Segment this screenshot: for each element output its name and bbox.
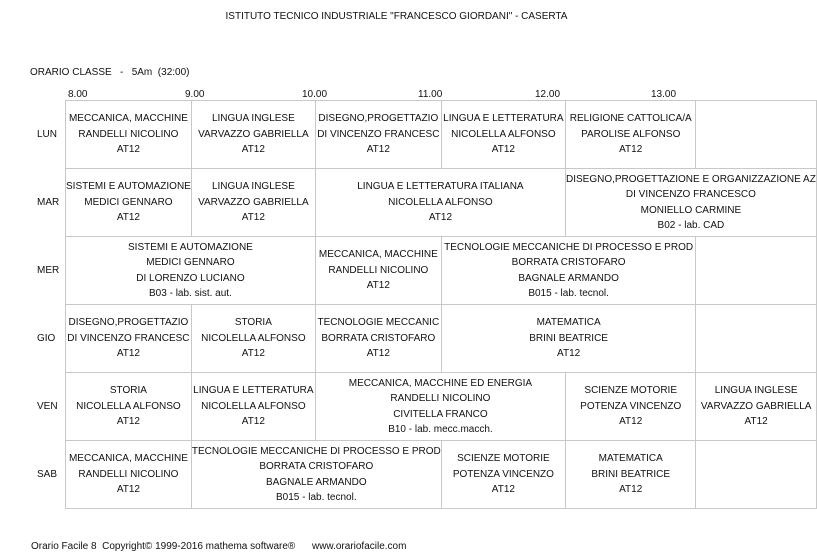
empty-cell [696,101,816,169]
row-lun [66,101,817,169]
lesson-line: LINGUA E LETTERATURA [193,385,314,397]
lesson-line: AT12 [366,144,390,156]
lesson-line: MECCANICA, MACCHINE [318,249,438,261]
lesson-cell[interactable] [66,305,192,373]
lesson-cell[interactable] [441,237,696,305]
lesson-line: STORIA [109,385,147,397]
lesson-line: MECCANICA, MACCHINE [68,453,188,465]
lesson-line: RANDELLI NICOLINO [78,128,179,140]
day-label-mar: MAR [37,197,60,208]
lesson-line: TECNOLOGIE MECCANIC [317,317,440,329]
lesson-line: AT12 [557,348,581,360]
lesson-line: AT12 [116,348,140,360]
lesson-line: LINGUA INGLESE [211,113,295,125]
lesson-line: AT12 [744,416,768,428]
lesson-line: AT12 [241,348,265,360]
row-gio [66,305,817,373]
lesson-line: PAROLISE ALFONSO [581,128,681,140]
lesson-line: MECCANICA, MACCHINE [68,113,188,125]
lesson-line: BORRATA CRISTOFARO [321,332,436,344]
footer-copyright: Orario Facile 8 Copyright© 1999-2016 mathema software® www.orariofacile.com [31,541,407,552]
lesson-line: AT12 [116,144,140,156]
time-label-11: 11.00 [418,89,443,100]
time-label-10: 10.00 [302,89,328,100]
lesson-line: B02 - lab. CAD [657,220,725,231]
lesson-line: SISTEMI E AUTOMAZIONE [66,181,191,193]
lesson-line: MEDICI GENNARO [146,257,235,268]
time-label-9: 9.00 [185,89,205,100]
lesson-line: DISEGNO,PROGETTAZIONE E ORGANIZZAZIONE AZ [565,173,816,185]
lesson-cell[interactable] [66,101,192,169]
lesson-line: AT12 [241,144,265,156]
lesson-line: NICOLELLA ALFONSO [388,196,493,208]
row-mer [66,237,817,305]
lesson-cell[interactable] [66,441,192,509]
lesson-line: AT12 [241,416,265,428]
time-label-8: 8.00 [68,89,88,100]
lesson-cell[interactable] [441,441,565,509]
lesson-cell[interactable] [565,169,816,237]
lesson-cell[interactable] [191,169,315,237]
lesson-line: AT12 [491,144,515,156]
lesson-line: NICOLELLA ALFONSO [201,400,306,412]
row-mar [66,169,817,237]
lesson-line: MATEMATICA [536,317,601,329]
lesson-cell[interactable] [565,373,695,441]
lesson-line: BORRATA CRISTOFARO [511,257,626,268]
lesson-line: AT12 [619,144,643,156]
lesson-cell[interactable] [315,305,441,373]
lesson-line: LINGUA E LETTERATURA ITALIANA [357,181,524,193]
lesson-line: DI VINCENZO FRANCESC [67,332,190,344]
lesson-line: RANDELLI NICOLINO [390,393,491,404]
lesson-line: STORIA [234,317,272,329]
lesson-line: MONIELLO CARMINE [640,204,742,216]
lesson-cell[interactable] [696,373,816,441]
lesson-cell[interactable] [66,237,316,305]
lesson-line: SCIENZE MOTORIE [584,385,678,397]
lesson-line: AT12 [619,416,643,428]
lesson-line: TECNOLOGIE MECCANICHE DI PROCESSO E PROD [444,241,694,253]
lesson-line: VARVAZZO GABRIELLA [198,196,309,208]
lesson-line: MATEMATICA [598,453,663,465]
lesson-line: BAGNALE ARMANDO [266,476,367,488]
lesson-line: DISEGNO,PROGETTAZIO [68,317,189,329]
day-label-sab: SAB [37,469,58,480]
day-label-lun: LUN [37,129,58,140]
lesson-cell[interactable] [441,101,565,169]
lesson-line: B015 - lab. tecnol. [528,288,609,299]
lesson-line: VARVAZZO GABRIELLA [198,128,309,140]
lesson-line: AT12 [241,212,265,224]
lesson-line: BORRATA CRISTOFARO [259,461,374,472]
lesson-line: POTENZA VINCENZO [452,468,554,480]
lesson-line: DI LORENZO LUCIANO [136,272,245,284]
lesson-cell[interactable] [66,373,192,441]
lesson-line: DISEGNO,PROGETTAZIO [318,113,439,125]
day-label-mer: MER [37,265,60,276]
lesson-cell[interactable] [315,237,441,305]
lesson-line: RANDELLI NICOLINO [328,264,429,276]
lesson-cell[interactable] [315,169,565,237]
lesson-line: LINGUA INGLESE [211,181,295,193]
lesson-cell[interactable] [191,101,315,169]
lesson-cell[interactable] [191,305,315,373]
timetable-grid [65,100,817,509]
lesson-line: NICOLELLA ALFONSO [451,128,556,140]
lesson-cell[interactable] [66,169,192,237]
lesson-line: B015 - lab. tecnol. [276,492,357,503]
day-label-gio: GIO [37,333,56,344]
day-label-ven: VEN [37,401,58,412]
lesson-line: POTENZA VINCENZO [580,400,682,412]
time-label-12: 12.00 [535,89,561,100]
time-label-13: 13.00 [651,89,677,100]
lesson-line: AT12 [491,484,515,496]
lesson-line: B03 - lab. sist. aut. [149,288,232,299]
lesson-cell[interactable] [565,101,695,169]
lesson-cell[interactable] [565,441,695,509]
lesson-line: AT12 [116,212,140,224]
lesson-line: AT12 [116,484,140,496]
school-title: ISTITUTO TECNICO INDUSTRIALE "FRANCESCO GIORDANI" - CASERTA [225,11,568,22]
lesson-line: AT12 [428,212,453,224]
lesson-line: MEDICI GENNARO [84,196,173,208]
lesson-line: CIVITELLA FRANCO [393,408,488,420]
lesson-line: AT12 [366,280,390,292]
lesson-line: SISTEMI E AUTOMAZIONE [128,241,253,253]
lesson-line: AT12 [619,484,643,496]
lesson-line: MECCANICA, MACCHINE ED ENERGIA [348,377,533,389]
row-sab [66,441,817,509]
lesson-line: NICOLELLA ALFONSO [201,332,306,344]
lesson-cell[interactable] [315,101,441,169]
lesson-cell[interactable] [191,441,441,509]
lesson-line: SCIENZE MOTORIE [457,453,550,465]
lesson-cell[interactable] [441,305,696,373]
lesson-line: AT12 [366,348,390,360]
lesson-line: RANDELLI NICOLINO [78,468,179,480]
lesson-line: LINGUA INGLESE [714,385,798,397]
lesson-line: DI VINCENZO FRANCESCO [625,189,756,200]
lesson-line: NICOLELLA ALFONSO [76,400,181,412]
lesson-line: BAGNALE ARMANDO [518,272,619,284]
lesson-line: TECNOLOGIE MECCANICHE DI PROCESSO E PROD [191,445,441,457]
lesson-line: AT12 [116,416,140,428]
lesson-line: BRINI BEATRICE [591,468,671,480]
lesson-line: VARVAZZO GABRIELLA [700,400,812,412]
empty-cell [696,237,816,305]
empty-cell [696,441,816,509]
lesson-line: RELIGIONE CATTOLICA/A [569,113,692,125]
row-ven [66,373,817,441]
empty-cell [696,305,816,373]
lesson-line: DI VINCENZO FRANCESC [317,128,440,140]
class-timetable-label: ORARIO CLASSE - 5Am (32:00) [30,67,190,78]
lesson-cell[interactable] [315,373,565,441]
lesson-line: BRINI BEATRICE [529,332,608,344]
lesson-line: LINGUA E LETTERATURA [443,113,564,125]
lesson-cell[interactable] [191,373,315,441]
lesson-line: B10 - lab. mecc.macch. [388,424,493,435]
